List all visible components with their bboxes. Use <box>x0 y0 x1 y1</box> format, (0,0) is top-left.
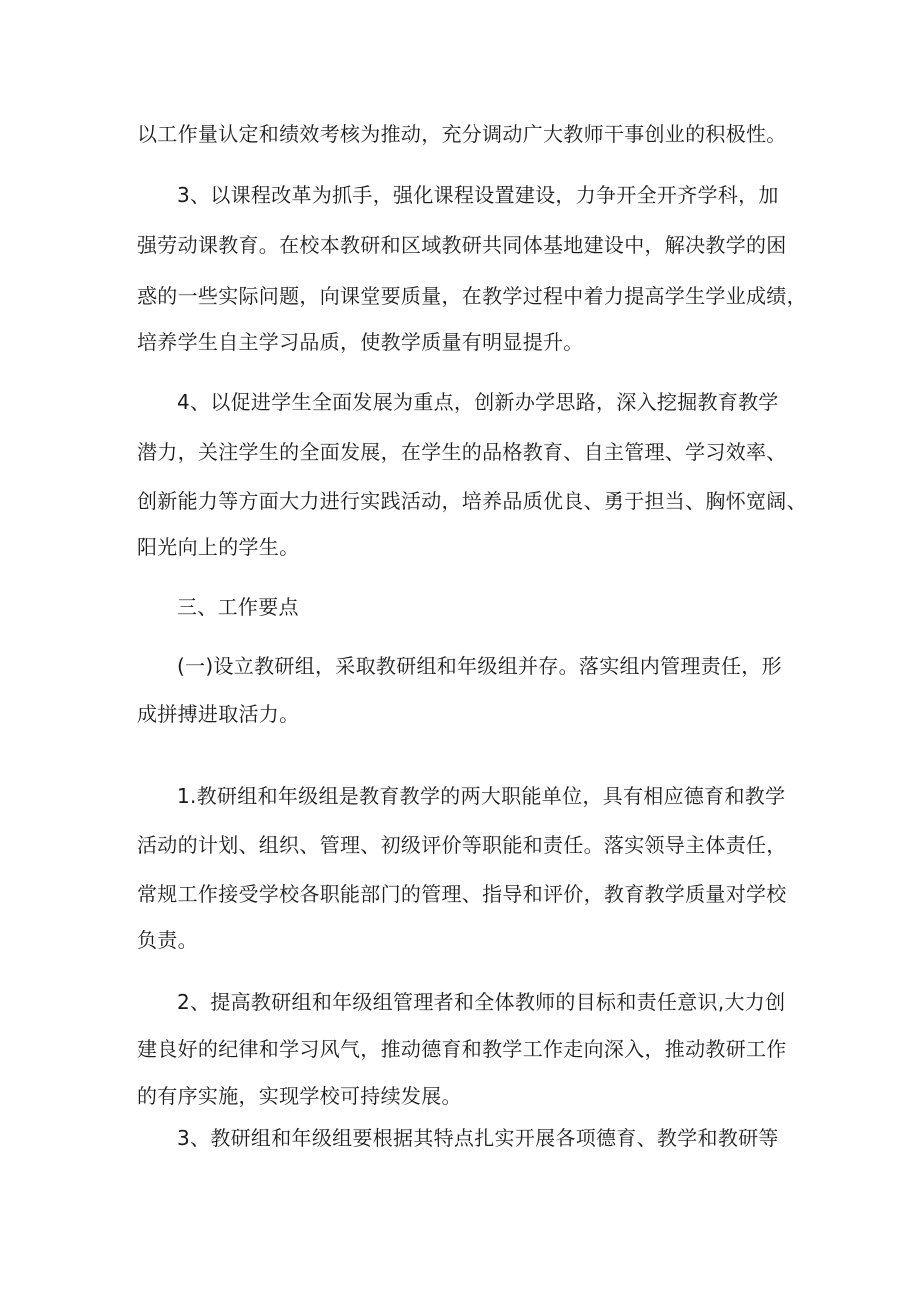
text-line: 潜力，关注学生的全面发展，在学生的品格教育、自主管理、学习效率、 <box>137 440 787 464</box>
text-line: 以工作量认定和绩效考核为推动，充分调动广大教师干事创业的积极性。 <box>137 122 787 146</box>
text-line: 4、以促进学生全面发展为重点，创新办学思路，深入挖掘教育教学 <box>177 390 779 414</box>
text-line: 的有序实施，实现学校可持续发展。 <box>137 1084 462 1108</box>
text-line: 3、以课程改革为抓手，强化课程设置建设，力争开全开齐学科，加 <box>177 183 779 207</box>
text-line: 培养学生自主学习品质，使教学质量有明显提升。 <box>137 330 584 354</box>
text-line: 阳光向上的学生。 <box>137 535 300 559</box>
text-line: 1.教研组和年级组是教育教学的两大职能单位，具有相应德育和教学 <box>177 784 786 808</box>
text-line: 建良好的纪律和学习风气，推动德育和教学工作走向深入，推动教研工作 <box>137 1037 787 1061</box>
text-line: 常规工作接受学校各职能部门的管理、指导和评价，教育教学质量对学校 <box>137 882 787 906</box>
text-line: 强劳动课教育。在校本教研和区域教研共同体基地建设中，解决教学的困 <box>137 233 787 257</box>
text-line: 惑的一些实际问题，向课堂要质量，在教学过程中着力提高学生学业成绩， <box>137 284 807 308</box>
text-line: (一)设立教研组，采取教研组和年级组并存。落实组内管理责任，形 <box>177 654 782 678</box>
text-line: 2、提高教研组和年级组管理者和全体教师的目标和责任意识,大力创 <box>177 990 786 1014</box>
text-line: 创新能力等方面大力进行实践活动，培养品质优良、勇于担当、胸怀宽阔、 <box>137 489 807 513</box>
text-line: 活动的计划、组织、管理、初级评价等职能和责任。落实领导主体责任， <box>137 833 787 857</box>
text-line: 三、工作要点 <box>177 595 299 619</box>
text-line: 3、教研组和年级组要根据其特点扎实开展各项德育、教学和教研等 <box>177 1126 779 1150</box>
text-line: 成拼搏进取活力。 <box>137 702 300 726</box>
text-line: 负责。 <box>137 928 198 952</box>
